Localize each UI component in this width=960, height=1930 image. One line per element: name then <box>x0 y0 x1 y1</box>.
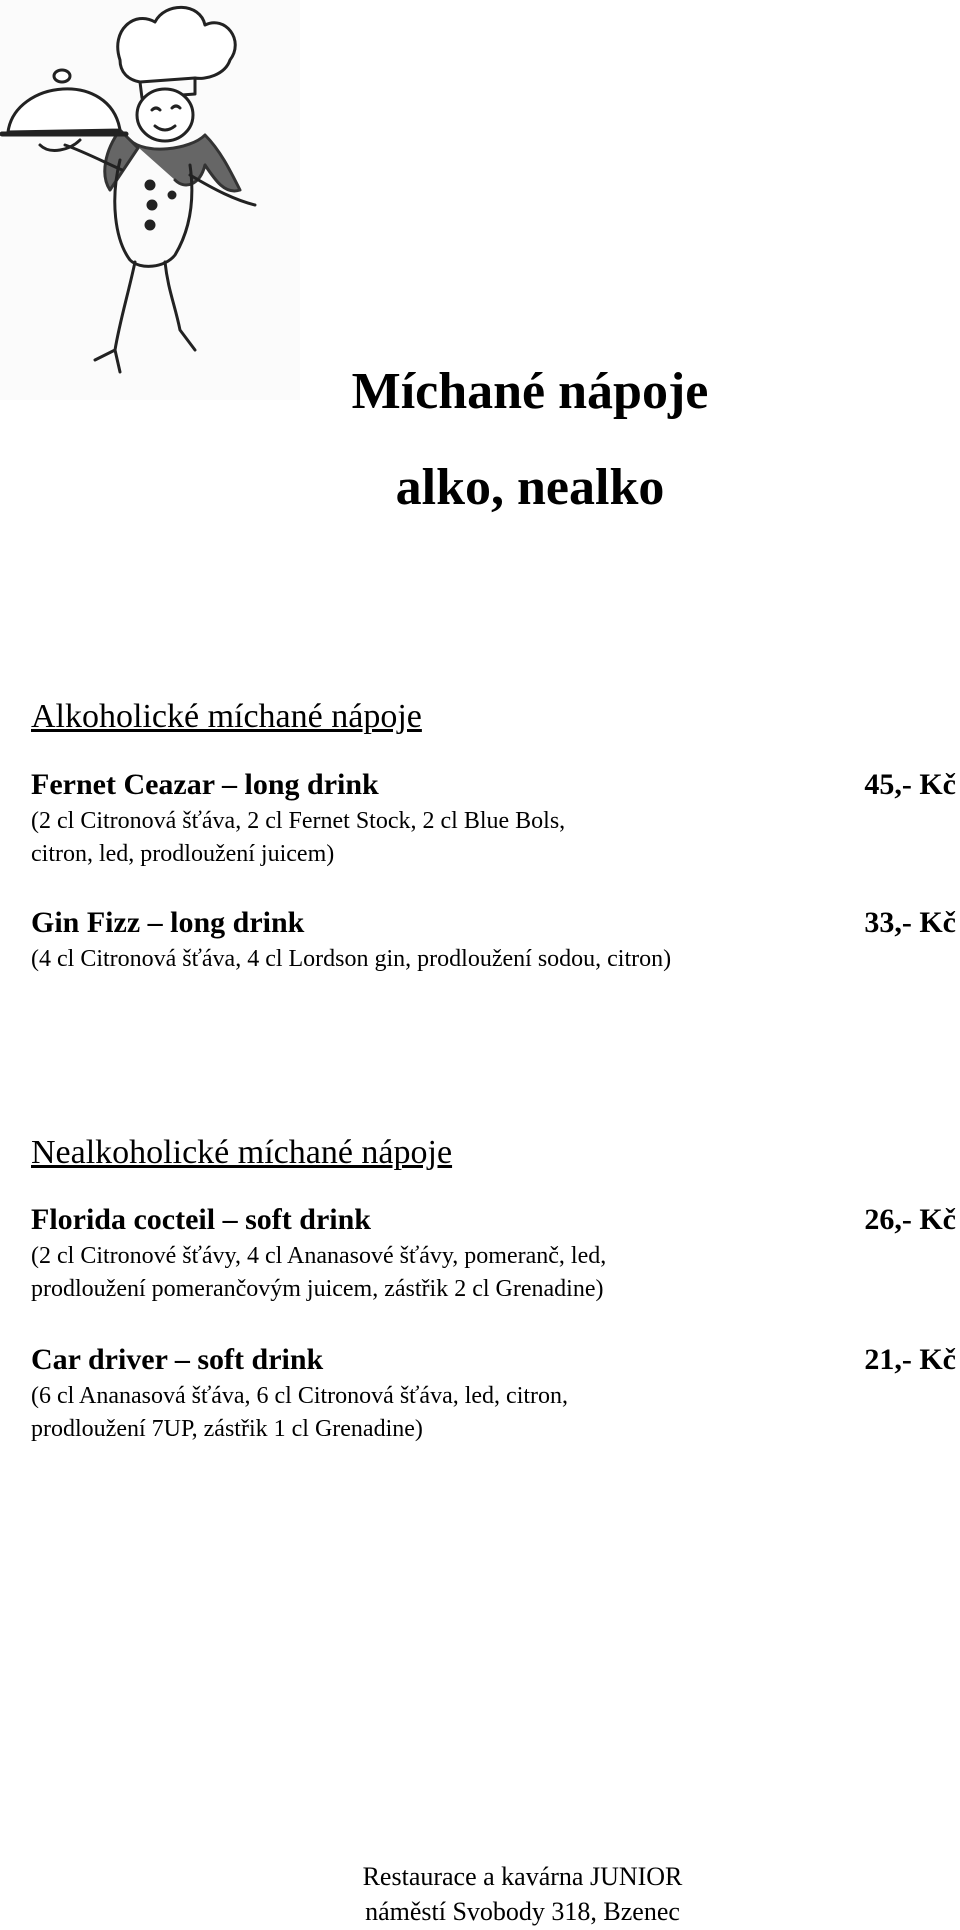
footer-address: náměstí Svobody 318, Bzenec <box>365 1897 680 1926</box>
section-heading-alcoholic: Alkoholické míchané nápoje <box>31 698 422 735</box>
menu-item <box>31 1202 956 1306</box>
item-description: (2 cl Citronové šťávy, 4 cl Ananasové šťávy, pomeranč, led, prodloužení pomerančovým juicem, zástřik 2 cl Grenadine) <box>31 1243 607 1302</box>
page-title: Míchané nápoje <box>351 363 709 420</box>
footer-restaurant-name: Restaurace a kavárna JUNIOR <box>362 1862 683 1891</box>
item-description: (6 cl Ananasová šťáva, 6 cl Citronová šťáva, led, citron, prodloužení 7UP, zástřik 1 cl Grenadine) <box>31 1383 569 1442</box>
item-price: 45,- Kč <box>864 768 956 801</box>
item-name: Florida cocteil – soft drink <box>31 1203 371 1236</box>
page-subtitle: alko, nealko <box>395 459 665 516</box>
item-name: Fernet Ceazar – long drink <box>31 768 379 801</box>
menu-item <box>31 1342 956 1446</box>
item-price: 33,- Kč <box>864 906 956 939</box>
item-name: Gin Fizz – long drink <box>31 906 305 939</box>
item-description: (2 cl Citronová šťáva, 2 cl Fernet Stock, 2 cl Blue Bols, citron, led, prodloužení juicem) <box>31 808 566 867</box>
menu-item <box>31 767 956 871</box>
chef-illustration <box>0 0 300 400</box>
item-price: 26,- Kč <box>864 1203 956 1236</box>
section-heading-nonalcoholic: Nealkoholické míchané nápoje <box>31 1134 453 1171</box>
item-name: Car driver – soft drink <box>31 1343 324 1376</box>
item-price: 21,- Kč <box>864 1343 956 1376</box>
menu-item <box>31 905 956 976</box>
item-description: (4 cl Citronová šťáva, 4 cl Lordson gin, prodloužení sodou, citron) <box>31 946 672 972</box>
